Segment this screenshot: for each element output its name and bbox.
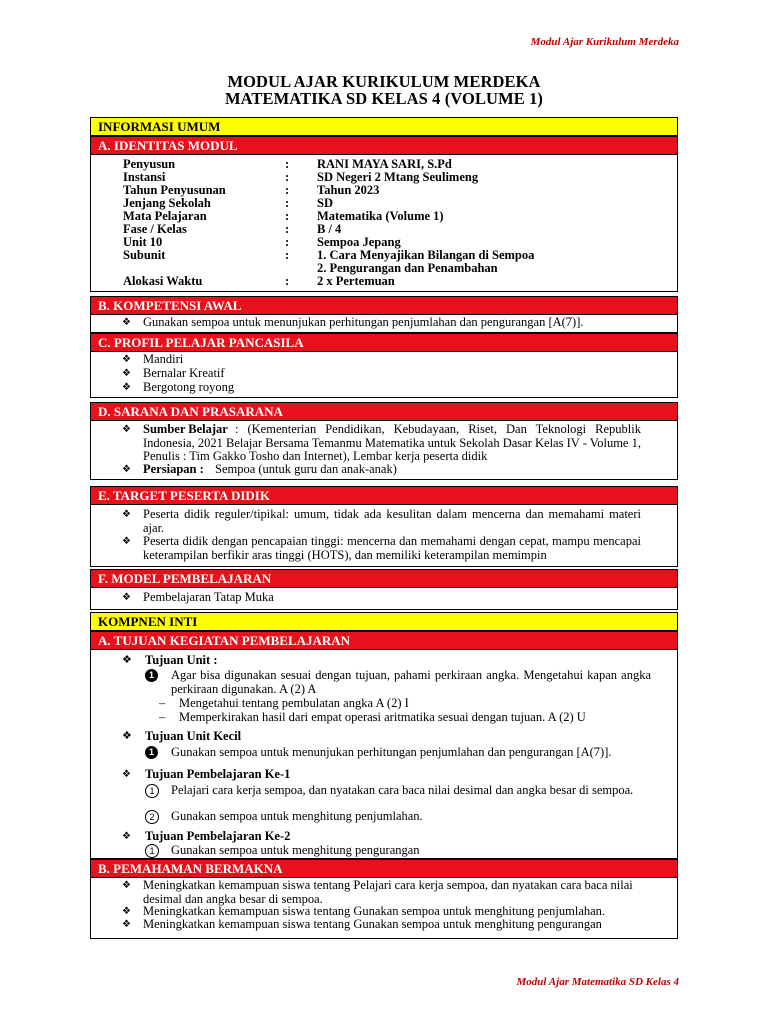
tujuan-ke1-label: Tujuan Pembelajaran Ke-1 <box>145 767 291 781</box>
sarana-box <box>90 421 678 480</box>
section-target-peserta: E. TARGET PESERTA DIDIK <box>90 486 678 505</box>
dash-bullet-icon: – <box>159 696 166 710</box>
section-informasi-umum: INFORMASI UMUM <box>90 117 678 136</box>
identitas-label: Mata Pelajaran <box>123 209 207 223</box>
diamond-bullet-icon: ❖ <box>122 509 131 520</box>
diamond-bullet-icon: ❖ <box>122 654 132 666</box>
sumber-belajar-text: : (Kementerian Pendidikan, Kebudayaan, Riset, Dan Teknologi Republik Indonesia, 2021 Belajar Bersama Temanmu Matematika untuk Sekolah Dasar Kelas IV - Volume 1, Penulis : Tim Gakko Tosho dan Internet), Lembar kerja peserta didik <box>143 422 641 463</box>
identitas-label: Instansi <box>123 170 166 184</box>
identitas-label: Alokasi Waktu <box>123 274 203 288</box>
tujuan-box <box>90 650 678 859</box>
sumber-belajar-label: Sumber Belajar <box>143 422 228 436</box>
persiapan-text: Sempoa (untuk guru dan anak-anak) <box>215 462 397 476</box>
pemahaman-item: Meningkatkan kemampuan siswa tentang Gunakan sempoa untuk menghitung penjumlahan. <box>143 904 606 918</box>
number-circle-icon: 2 <box>145 810 159 824</box>
identitas-value: 1. Cara Menyajikan Bilangan di Sempoa <box>317 248 535 262</box>
kompetensi-box <box>90 315 678 333</box>
pemahaman-item: Meningkatkan kemampuan siswa tentang Pelajari cara kerja sempoa, dan nyatakan cara baca nilai desimal dan angka besar di sempoa. <box>143 878 633 906</box>
footer-note: Modul Ajar Matematika SD Kelas 4 <box>516 976 679 988</box>
diamond-bullet-icon: ❖ <box>122 831 131 842</box>
diamond-bullet-icon: ❖ <box>122 424 131 435</box>
pemahaman-box <box>90 878 678 939</box>
identitas-value: Sempoa Jepang <box>317 235 401 249</box>
identitas-value: 2 x Pertemuan <box>317 274 395 288</box>
target-item: Peserta didik reguler/tipikal: umum, tidak ada kesulitan dalam mencerna dan memahami materi ajar. <box>143 507 641 535</box>
identitas-colon: : <box>285 222 290 236</box>
identitas-value: RANI MAYA SARI, S.Pd <box>317 157 452 171</box>
tujuan-unit-label: Tujuan Unit : <box>145 653 218 667</box>
identitas-label: Jenjang Sekolah <box>123 196 211 210</box>
section-profil-pelajar: C. PROFIL PELAJAR PANCASILA <box>90 333 678 352</box>
title-line-2: MATEMATIKA SD KELAS 4 (VOLUME 1) <box>224 89 544 108</box>
diamond-bullet-icon: ❖ <box>122 464 131 475</box>
identitas-label: Unit 10 <box>123 235 163 249</box>
diamond-bullet-icon: ❖ <box>122 317 131 328</box>
identitas-value: B / 4 <box>317 222 342 236</box>
profil-item: Mandiri <box>143 352 184 366</box>
diamond-bullet-icon: ❖ <box>122 592 131 603</box>
identitas-colon: : <box>285 274 290 288</box>
identitas-colon: : <box>285 209 290 223</box>
profil-item: Bergotong royong <box>143 380 235 394</box>
number-badge-icon: 1 <box>145 669 158 682</box>
section-identitas-modul: A. IDENTITAS MODUL <box>90 136 678 155</box>
identitas-value: Tahun 2023 <box>317 183 380 197</box>
tujuan-unit-dash: Memperkirakan hasil dari empat operasi aritmatika sesuai dengan tujuan. A (2) U <box>179 710 586 724</box>
identitas-value: Matematika (Volume 1) <box>317 209 444 223</box>
tujuan-ke2-text: Gunakan sempoa untuk menghitung pengurangan <box>171 843 420 857</box>
identitas-colon: : <box>285 248 290 262</box>
section-kompetensi-awal: B. KOMPETENSI AWAL <box>90 296 678 315</box>
section-tujuan-kegiatan: A. TUJUAN KEGIATAN PEMBELAJARAN <box>90 631 678 650</box>
diamond-bullet-icon: ❖ <box>122 730 132 742</box>
identitas-colon: : <box>285 157 290 171</box>
identitas-value: SD Negeri 2 Mtang Seulimeng <box>317 170 479 184</box>
identitas-colon: : <box>285 183 290 197</box>
tujuan-unit-dash: Mengetahui tentang pembulatan angka A (2) I <box>179 696 409 710</box>
identitas-box <box>90 155 678 292</box>
identitas-value: 2. Pengurangan dan Penambahan <box>317 261 498 275</box>
tujuan-ke2-label: Tujuan Pembelajaran Ke-2 <box>145 829 291 843</box>
title-line-1: MODUL AJAR KURIKULUM MERDEKA <box>227 72 541 91</box>
target-box <box>90 505 678 567</box>
diamond-bullet-icon: ❖ <box>122 919 131 930</box>
identitas-value: SD <box>317 196 333 210</box>
diamond-bullet-icon: ❖ <box>122 382 131 393</box>
pemahaman-item: Meningkatkan kemampuan siswa tentang Gunakan sempoa untuk menghitung pengurangan <box>143 917 602 931</box>
identitas-label: Fase / Kelas <box>123 222 187 236</box>
tujuan-unit-kecil-label: Tujuan Unit Kecil <box>145 729 242 743</box>
diamond-bullet-icon: ❖ <box>122 880 131 891</box>
identitas-colon: : <box>285 235 290 249</box>
kompetensi-item: Gunakan sempoa untuk menunjukan perhitungan penjumlahan dan pengurangan [A(7)]. <box>143 315 584 329</box>
tujuan-ke1-text: Gunakan sempoa untuk menghitung penjumlahan. <box>171 809 423 823</box>
section-sarana-prasarana: D. SARANA DAN PRASARANA <box>90 402 678 421</box>
diamond-bullet-icon: ❖ <box>122 354 131 365</box>
dash-bullet-icon: – <box>159 710 166 724</box>
profil-item: Bernalar Kreatif <box>143 366 225 380</box>
diamond-bullet-icon: ❖ <box>122 769 131 780</box>
identitas-label: Subunit <box>123 248 166 262</box>
model-item: Pembelajaran Tatap Muka <box>143 590 274 604</box>
persiapan-label: Persiapan : <box>143 462 204 476</box>
number-circle-icon: 1 <box>145 784 159 798</box>
identitas-colon: : <box>285 170 290 184</box>
target-item: Peserta didik dengan pencapaian tinggi: mencerna dan memahami dengan cepat, mampu mencapai keterampilan berfikir aras tinggi (HOTS), dan memiliki keterampilan memimpin <box>143 534 641 562</box>
section-model-pembelajaran: F. MODEL PEMBELAJARAN <box>90 569 678 588</box>
profil-box <box>90 352 678 398</box>
number-badge-icon: 1 <box>145 746 158 759</box>
number-circle-icon: 1 <box>145 844 159 858</box>
section-pemahaman-bermakna: B. PEMAHAMAN BERMAKNA <box>90 859 678 878</box>
diamond-bullet-icon: ❖ <box>122 368 131 379</box>
model-box <box>90 588 678 610</box>
tujuan-ke1-text: Pelajari cara kerja sempoa, dan nyatakan cara baca nilai desimal dan angka besar di sempoa. <box>171 783 634 797</box>
header-note: Modul Ajar Kurikulum Merdeka <box>530 36 679 48</box>
identitas-label: Tahun Penyusunan <box>123 183 226 197</box>
diamond-bullet-icon: ❖ <box>122 536 131 547</box>
tujuan-unit-text: Agar bisa digunakan sesuai dengan tujuan, pahami perkiraan angka. Mengetahui kapan angka perkiraan digunakan. A (2) A <box>171 668 651 696</box>
diamond-bullet-icon: ❖ <box>122 906 131 917</box>
tujuan-unit-kecil-text: Gunakan sempoa untuk menunjukan perhitungan penjumlahan dan pengurangan [A(7)]. <box>171 745 612 759</box>
identitas-label: Penyusun <box>123 157 176 171</box>
section-komponen-inti: KOMPNEN INTI <box>90 612 678 631</box>
identitas-colon: : <box>285 196 290 210</box>
